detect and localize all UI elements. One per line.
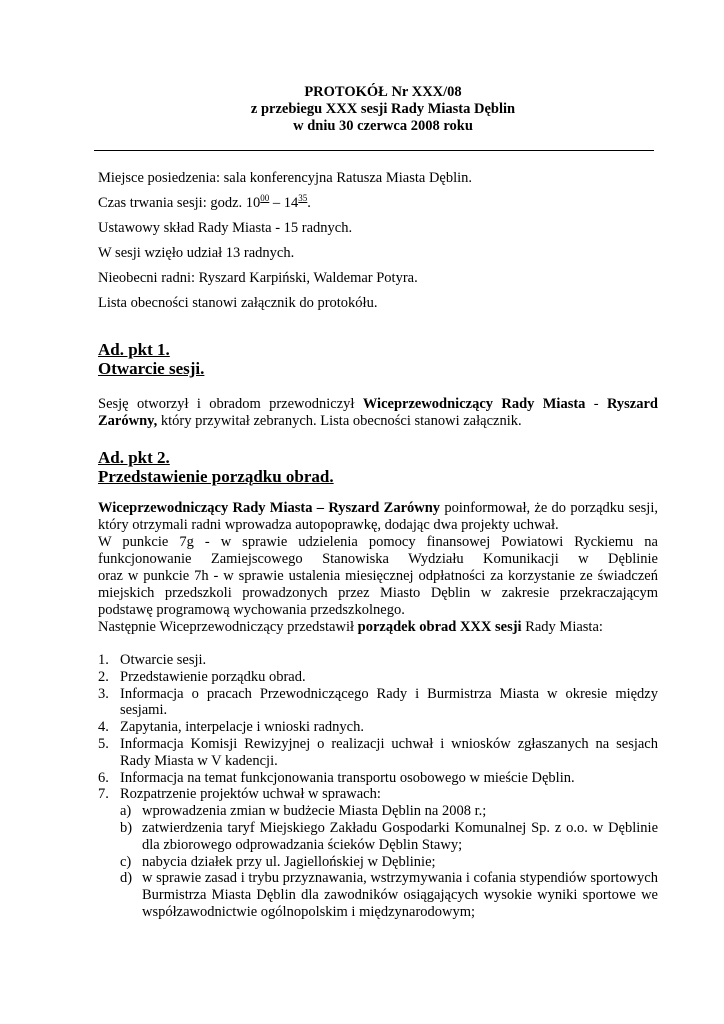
time-end-minutes: 35	[298, 193, 308, 204]
section-2-paragraph-2: W punkcie 7g - w sprawie udzielenia pomocy finansowej Powiatowi Ryckiemu na funkcjonowanie Zamiejscowego Stanowiska Wydziału Komunikacji w Dęblinie	[98, 534, 658, 567]
section-2-body	[98, 500, 658, 636]
section-2	[98, 448, 658, 486]
list-item: 1. Otwarcie sesji.	[98, 652, 207, 668]
time-start-minutes: 00	[260, 193, 270, 204]
section-2-heading-title: Przedstawienie porządku obrad.	[98, 467, 334, 486]
section-2-paragraph-3: oraz w punkcie 7h - w sprawie ustalenia miesięcznej odpłatności za korzystanie ze świadczeń miejskich przedszkoli prowadzonych przez Miasto Dęblin w zakresie przekraczającym podstawę programową wychowania przedszkolnego.	[98, 568, 658, 618]
list-item: 6. Informacja na temat funkcjonowania transportu osobowego w mieście Dęblin.	[98, 769, 575, 786]
info-attended: W sesji wzięło udział 13 radnych.	[98, 245, 295, 262]
info-absent: Nieobecni radni: Ryszard Karpiński, Waldemar Potyra.	[98, 270, 418, 287]
list-item: 7. Rozpatrzenie projektów uchwał w sprawach:	[98, 786, 381, 803]
info-attendance-list: Lista obecności stanowi załącznik do protokółu.	[98, 295, 378, 312]
section-2-heading-number: Ad. pkt 2.	[98, 448, 170, 467]
section-1-paragraph: Sesję otworzył i obradom przewodniczył Wiceprzewodniczący Rady Miasta - Ryszard Zarówny, który przywitał zebranych. Lista obecności stanowi załącznik.	[98, 396, 658, 429]
info-time: Czas trwania sesji: godz. $10^{00} - 14^{35}$.	[98, 193, 311, 212]
header-line-1: PROTOKÓŁ Nr XXX/08	[304, 84, 462, 100]
header-divider	[94, 150, 654, 151]
agenda-list	[98, 652, 658, 921]
sub-list-item: c) nabycia działek przy ul. Jagiellońskiej w Dęblinie;	[120, 853, 436, 870]
document-header	[98, 84, 668, 135]
sub-list-item: d) w sprawie zasad i trybu przyznawania, wstrzymywania i cofania stypendiów sportowych Burmistrza Miasta Dęblin dla zawodników osiągających wysokie wyniki sportowe we współzawodnictwie ogólnopolskim i międzynarodowym;	[120, 870, 658, 920]
header-line-3: w dniu 30 czerwca 2008 roku	[293, 118, 473, 134]
info-composition: Ustawowy skład Rady Miasta - 15 radnych.	[98, 220, 353, 237]
list-item: 2. Przedstawienie porządku obrad.	[98, 668, 306, 685]
list-item: 4. Zapytania, interpelacje i wnioski radnych.	[98, 719, 364, 736]
session-info	[98, 170, 658, 321]
sub-list-item: b) zatwierdzenia taryf Miejskiego Zakładu Gospodarki Komunalnej Sp. z o.o. w Dęblinie dla zbiorowego odprowadzania ścieków Dęblin Stawy;	[120, 819, 658, 853]
section-1-heading-number: Ad. pkt 1.	[98, 340, 170, 359]
section-2-paragraph-4: Następnie Wiceprzewodniczący przedstawił porządek obrad XXX sesji Rady Miasta:	[98, 619, 603, 635]
header-line-2: z przebiegu XXX sesji Rady Miasta Dęblin	[250, 101, 516, 117]
section-1	[98, 340, 658, 430]
list-item: 5. Informacja Komisji Rewizyjnej o realizacji uchwał i wniosków zgłaszanych na sesjach Rady Miasta w V kadencji.	[98, 735, 658, 769]
section-1-heading-title: Otwarcie sesji.	[98, 359, 205, 378]
section-2-paragraph-1: Wiceprzewodniczący Rady Miasta – Ryszard Zarówny poinformował, że do porządku sesji, który otrzymali radni wprowadza autopoprawkę, dodając dwa projekty uchwał.	[98, 500, 658, 533]
sub-list-item: a) wprowadzenia zmian w budżecie Miasta Dęblin na 2008 r.;	[120, 803, 487, 820]
list-item: 3. Informacja o pracach Przewodniczącego Rady i Burmistrza Miasta w okresie między sesjami.	[98, 685, 658, 719]
info-place: Miejsce posiedzenia: sala konferencyjna Ratusza Miasta Dęblin.	[98, 170, 473, 186]
